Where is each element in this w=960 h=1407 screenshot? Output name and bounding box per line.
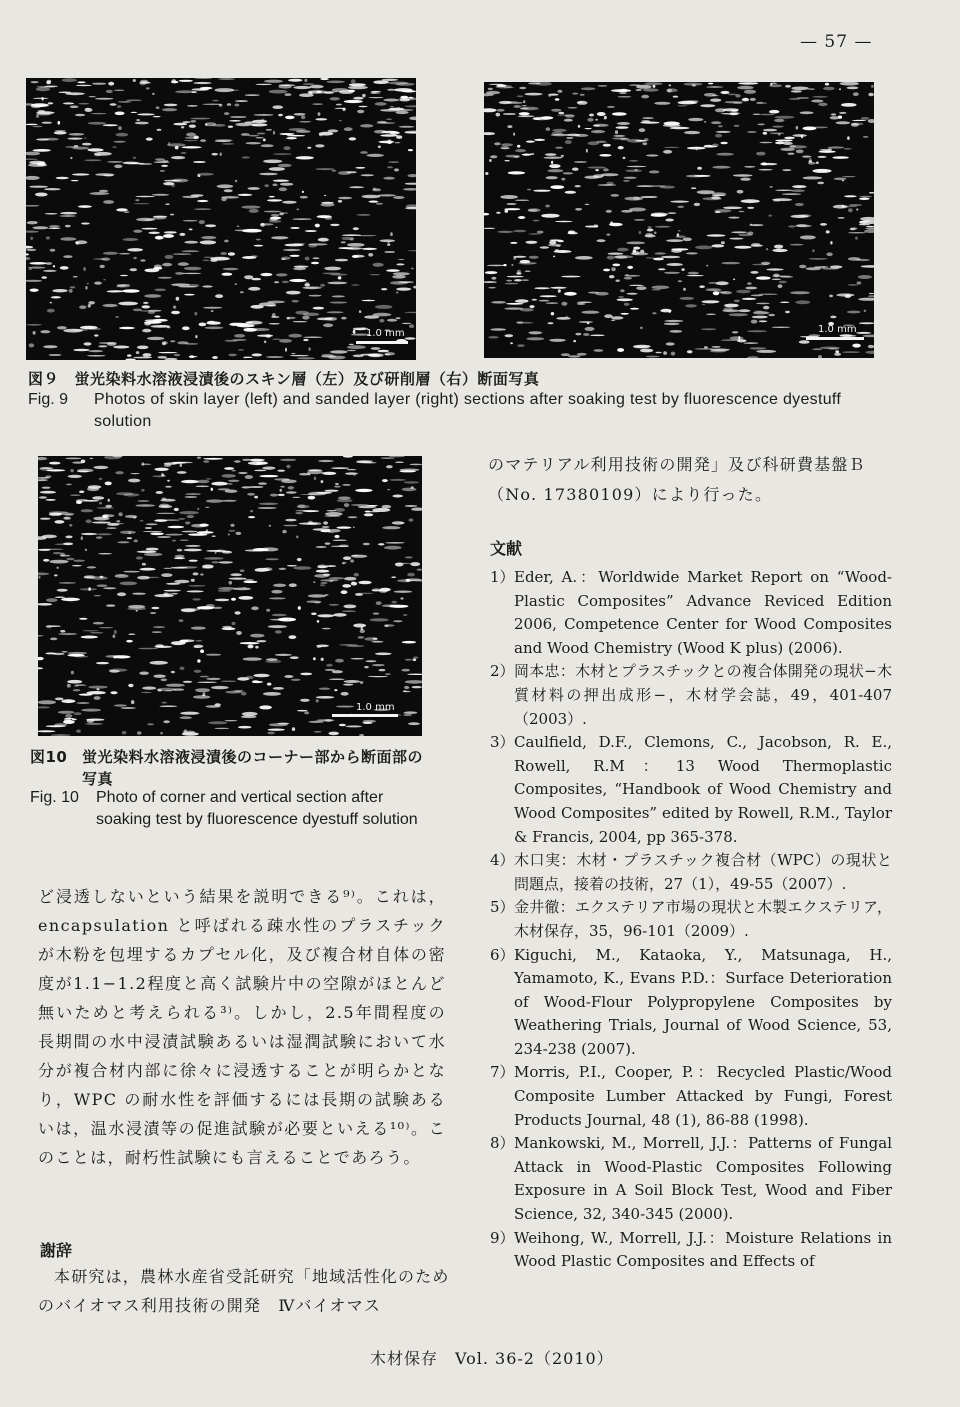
reference-item: 8） Mankowski, M., Morrell, J.J.：Patterns of Fungal Attack in Wood-Plastic Composites Following Exposure in A Soil Block Test, Wood and Fiber Science, 32, 340-345 (2000). <box>490 1134 892 1224</box>
reference-item: 2） 岡本忠：木材とプラスチックとの複合体開発の現状−木質材料の押出成形−，木材学会誌，49，401-407（2003）. <box>490 662 892 728</box>
journal-footer: 木材保存 Vol. 36-2（2010） <box>370 1349 614 1368</box>
figure10-caption-en <box>30 787 450 831</box>
page-number: — 57 — <box>800 32 873 52</box>
reference-item: 3） Caulfield, D.F., Clemons, C., Jacobson, R. E., Rowell, R.M：13 Wood Thermoplastic Composites, “Handbook of Wood Chemistry and Wood Composites” edited by Rowell, R.M., Taylor & Francis, 2004, pp 365-378. <box>490 733 892 846</box>
figure9-caption-en-label: Fig. 9 <box>28 391 69 408</box>
references-list <box>490 566 892 1274</box>
reference-item: 9） Weihong, W., Morrell, J.J.：Moisture Relations in Wood Plastic Composites and Effects of <box>490 1228 892 1271</box>
figure9-caption-en-text: Photos of skin layer (left) and sanded layer (right) sections after soaking test by fluorescence dyestuff solution <box>94 391 842 430</box>
figure10-caption-en-label: Fig. 10 <box>30 789 79 806</box>
acknowledgement-continuation: のマテリアル利用技術の開発」及び科研費基盤Ｂ（No. 17380109）により行った。 <box>488 455 866 504</box>
body-text-right <box>488 450 888 510</box>
acknowledgement-body <box>38 1262 450 1320</box>
reference-item: 6） Kiguchi, M., Kataoka, Y., Matsunaga, H., Yamamoto, K., Evans P.D.：Surface Deterioration of Wood-Flour Polypropylene Composites by Weathering Trials, Journal of Wood Science, 53, 234-238 (2007). <box>490 945 892 1058</box>
body-paragraph: ど浸透しないという結果を説明できる⁹⁾。これは，encapsulation と呼ばれる疎水性のプラスチックが木粉を包埋するカプセル化，及び複合材自体の密度が1.1−1.2程度と高く試験片中の空隙がほとんど無いためと考えられる³⁾。しかし，2.5年間程度の長期間の水中浸漬試験あるいは湿潤試験において水分が複合材内部に徐々に浸透することが明らかとなり，WPC の耐水性を評価するには長期の試験あるいは，温水浸漬等の促進試験が必要といえる¹⁰⁾。このことは，耐朽性試験にも言えることであろう。 <box>38 887 446 1167</box>
reference-item: 1） Eder, A.：Worldwide Market Report on “Wood-Plastic Composites” Advance Reviced Edition 2006, Competence Center for Wood Composites and Wood Chemistry (Wood K plus) (2006). <box>490 568 892 657</box>
figure9-caption-jp: 図９ 蛍光染料水溶液浸漬後のスキン層（左）及び研削層（右）断面写真 <box>28 370 540 388</box>
reference-item: 7） Morris, P.I., Cooper, P.：Recycled Plastic/Wood Composite Lumber Attacked by Fungi, Forest Products Journal, 48 (1), 86-88 (1998). <box>490 1063 892 1129</box>
figure10-caption-jp-text: 蛍光染料水溶液浸漬後のコーナー部から断面部の写真 <box>82 748 424 788</box>
body-text-left <box>38 882 446 1172</box>
figure10-photo <box>38 456 422 736</box>
figure9-right-scale-label: 1.0 mm <box>818 324 857 335</box>
figure10-caption-jp <box>30 746 450 790</box>
figure10-caption-en-text: Photo of corner and vertical section after soaking test by fluorescence dyestuff solution <box>96 789 418 828</box>
figure9-left-photo <box>26 78 416 360</box>
figure9-caption-en <box>28 389 888 433</box>
figure10-caption-jp-label: 図10 <box>30 748 68 766</box>
figure9-left-scale-label: 1.0 mm <box>366 328 405 339</box>
acknowledgement-text: 本研究は，農林水産省受託研究「地域活性化のためのバイオマス利用技術の開発 Ⅳバイオマス <box>38 1267 450 1315</box>
figure9-right-photo <box>484 82 874 358</box>
reference-item: 5） 金井徹：エクステリア市場の現状と木製エクステリア，木材保存，35，96-101（2009）. <box>490 898 892 940</box>
acknowledgement-heading: 謝辞 <box>40 1241 73 1260</box>
references-heading: 文献 <box>490 539 523 558</box>
figure10-scale-label: 1.0 mm <box>356 702 395 713</box>
reference-item: 4） 木口実：木材・プラスチック複合材（WPC）の現状と問題点，接着の技術，27（1），49-55（2007）. <box>490 851 892 893</box>
